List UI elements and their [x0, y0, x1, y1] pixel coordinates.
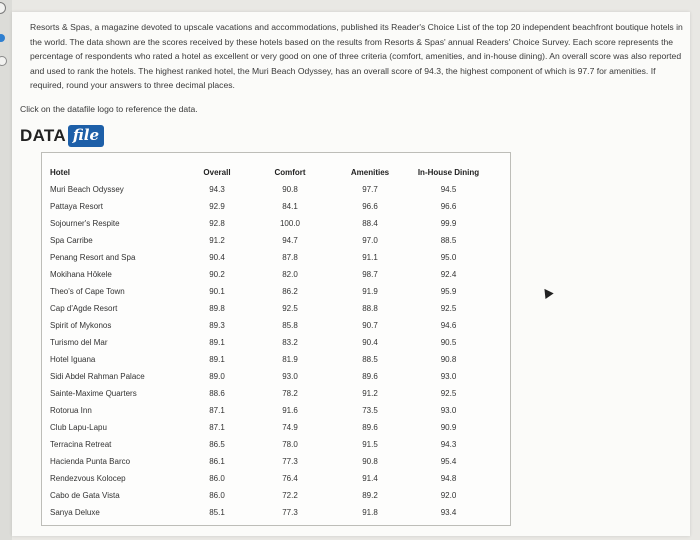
hotel-name-cell: Turismo del Mar: [50, 338, 108, 347]
table-row: [50, 266, 486, 283]
amenities-cell: 88.5: [362, 355, 378, 364]
amenities-cell: 90.4: [362, 338, 378, 347]
overall-cell: 89.8: [209, 304, 225, 313]
table-row: [50, 334, 486, 351]
dining-cell: 90.8: [440, 355, 457, 364]
table-row: [50, 317, 486, 334]
hotel-name-cell: Cabo de Gata Vista: [50, 491, 120, 500]
table-row: [50, 215, 486, 232]
overall-cell: 94.3: [209, 185, 225, 194]
left-rail: [0, 0, 12, 540]
dining-cell: 93.0: [440, 406, 457, 415]
overall-cell: 86.0: [209, 491, 225, 500]
table-row: [50, 368, 486, 385]
overall-cell: 89.1: [209, 355, 225, 364]
amenities-cell: 90.7: [362, 321, 378, 330]
overall-cell: 92.9: [209, 202, 225, 211]
amenities-cell: 90.8: [362, 457, 378, 466]
datafile-logo-button[interactable]: [20, 124, 104, 148]
table-row: [50, 232, 486, 249]
comfort-cell: 78.2: [282, 389, 298, 398]
hotel-name-cell: Spa Carribe: [50, 236, 93, 245]
header-overall: Overall: [203, 168, 231, 177]
comfort-cell: 100.0: [279, 219, 301, 228]
comfort-cell: 86.2: [282, 287, 298, 296]
amenities-cell: 96.6: [362, 202, 378, 211]
header-amenities: Amenities: [350, 168, 390, 177]
dining-cell: 94.8: [440, 474, 457, 483]
dining-cell: 96.6: [440, 202, 457, 211]
question-nav-icon[interactable]: [0, 2, 6, 14]
amenities-cell: 91.4: [362, 474, 378, 483]
table-row: [50, 300, 486, 317]
dining-cell: 88.5: [440, 236, 457, 245]
current-part-dot-icon: [0, 34, 5, 42]
amenities-cell: 88.8: [362, 304, 378, 313]
hotel-scores-table: [50, 164, 486, 521]
overall-cell: 89.0: [209, 372, 225, 381]
dining-cell: 99.9: [440, 219, 457, 228]
amenities-cell: 88.4: [362, 219, 378, 228]
hotel-name-cell: Hotel Iguana: [50, 355, 96, 364]
dining-cell: 94.5: [440, 185, 457, 194]
table-row: [50, 504, 486, 521]
hotel-name-cell: Muri Beach Odyssey: [50, 185, 124, 194]
table-body: [50, 181, 486, 521]
hotel-name-cell: Sainte-Maxime Quarters: [50, 389, 137, 398]
amenities-cell: 91.1: [362, 253, 378, 262]
problem-intro-text: Resorts & Spas, a magazine devoted to upscale vacations and accommodations, published its Reader's Choice List of the top 20 independent beachfront boutique hotels in the world. The data shown are the scores received by these hotels based on the results from Resorts & Spas' annual Readers' Choice Survey. Each score represents the percentage of respondents who rated a hotel as excellent or very good on one of three criteria (comfort, amenities, and in-house dining). An overall score was also reported and used to rank the hotels. The highest ranked hotel, the Muri Beach Odyssey, has an overall score of 94.3, the highest component of which is 97.7 for amenities. If required, round your answers to three decimal places.: [30, 22, 683, 90]
table-row: [50, 436, 486, 453]
comfort-cell: 93.0: [282, 372, 298, 381]
hotel-name-cell: Hacienda Punta Barco: [50, 457, 131, 466]
overall-cell: 86.0: [209, 474, 225, 483]
hotel-name-cell: Sojourner's Respite: [50, 219, 120, 228]
overall-cell: 90.1: [209, 287, 225, 296]
overall-cell: 90.2: [209, 270, 225, 279]
hotel-name-cell: Cap d'Agde Resort: [50, 304, 118, 313]
amenities-cell: 89.2: [362, 491, 378, 500]
amenities-cell: 98.7: [362, 270, 378, 279]
dining-cell: 94.6: [440, 321, 457, 330]
header-comfort: Comfort: [274, 168, 306, 177]
dining-cell: 95.4: [440, 457, 457, 466]
amenities-cell: 91.5: [362, 440, 378, 449]
comfort-cell: 81.9: [282, 355, 298, 364]
part-radio-icon[interactable]: [0, 56, 7, 66]
amenities-cell: 91.9: [362, 287, 378, 296]
mouse-cursor-icon: [540, 286, 553, 299]
table-row: [50, 487, 486, 504]
table-row: [50, 181, 486, 198]
dining-cell: 93.4: [440, 508, 457, 517]
dining-cell: 93.0: [440, 372, 457, 381]
table-row: [50, 419, 486, 436]
hotel-name-cell: Rendezvous Kolocep: [50, 474, 126, 483]
hotel-name-cell: Theo's of Cape Town: [50, 287, 125, 296]
comfort-cell: 91.6: [282, 406, 298, 415]
comfort-cell: 78.0: [282, 440, 298, 449]
table-row: [50, 351, 486, 368]
overall-cell: 90.4: [209, 253, 225, 262]
hotel-name-cell: Sanya Deluxe: [50, 508, 100, 517]
dining-cell: 92.5: [440, 304, 457, 313]
comfort-cell: 85.8: [282, 321, 298, 330]
dining-cell: 95.0: [440, 253, 457, 262]
header-in-house-dining: In-House Dining: [417, 168, 480, 177]
table-header-row: [50, 164, 486, 181]
overall-cell: 85.1: [209, 508, 225, 517]
amenities-cell: 97.0: [362, 236, 378, 245]
table-row: [50, 249, 486, 266]
comfort-cell: 87.8: [282, 253, 298, 262]
datafile-instruction: Click on the datafile logo to reference the data.: [20, 104, 198, 114]
overall-cell: 86.5: [209, 440, 225, 449]
comfort-cell: 83.2: [282, 338, 298, 347]
overall-cell: 89.3: [209, 321, 225, 330]
amenities-cell: 89.6: [362, 372, 378, 381]
comfort-cell: 77.3: [282, 508, 298, 517]
comfort-cell: 94.7: [282, 236, 298, 245]
amenities-cell: 91.2: [362, 389, 378, 398]
hotel-name-cell: Sidi Abdel Rahman Palace: [50, 372, 145, 381]
hotel-name-cell: Club Lapu-Lapu: [50, 423, 107, 432]
amenities-cell: 73.5: [362, 406, 378, 415]
overall-cell: 87.1: [209, 406, 225, 415]
amenities-cell: 97.7: [362, 185, 378, 194]
overall-cell: 92.8: [209, 219, 225, 228]
dining-cell: 92.5: [440, 389, 457, 398]
logo-file-text: file: [68, 125, 104, 147]
hotel-name-cell: Penang Resort and Spa: [50, 253, 136, 262]
dining-cell: 92.0: [440, 491, 457, 500]
table-row: [50, 385, 486, 402]
dining-cell: 94.3: [440, 440, 457, 449]
hotel-name-cell: Rotorua Inn: [50, 406, 92, 415]
table-row: [50, 453, 486, 470]
dining-cell: 92.4: [440, 270, 457, 279]
table-row: [50, 198, 486, 215]
comfort-cell: 77.3: [282, 457, 298, 466]
comfort-cell: 90.8: [282, 185, 298, 194]
table-row: [50, 470, 486, 487]
hotel-name-cell: Pattaya Resort: [50, 202, 103, 211]
hotel-name-cell: Terracina Retreat: [50, 440, 112, 449]
overall-cell: 86.1: [209, 457, 225, 466]
hotel-scores-table-container: [41, 152, 511, 526]
header-hotel: Hotel: [50, 168, 70, 177]
comfort-cell: 92.5: [282, 304, 298, 313]
comfort-cell: 84.1: [282, 202, 298, 211]
overall-cell: 87.1: [209, 423, 225, 432]
amenities-cell: 91.8: [362, 508, 378, 517]
dining-cell: 90.5: [440, 338, 457, 347]
overall-cell: 91.2: [209, 236, 225, 245]
dining-cell: 90.9: [440, 423, 457, 432]
comfort-cell: 82.0: [282, 270, 298, 279]
hotel-name-cell: Spirit of Mykonos: [50, 321, 112, 330]
comfort-cell: 76.4: [282, 474, 298, 483]
overall-cell: 88.6: [209, 389, 225, 398]
table-row: [50, 402, 486, 419]
table-row: [50, 283, 486, 300]
amenities-cell: 89.6: [362, 423, 378, 432]
hotel-name-cell: Mokihana Hōkele: [50, 270, 112, 279]
overall-cell: 89.1: [209, 338, 225, 347]
dining-cell: 95.9: [440, 287, 457, 296]
logo-data-text: DATA: [20, 126, 66, 145]
comfort-cell: 72.2: [282, 491, 298, 500]
question-card: [12, 12, 690, 536]
comfort-cell: 74.9: [282, 423, 298, 432]
